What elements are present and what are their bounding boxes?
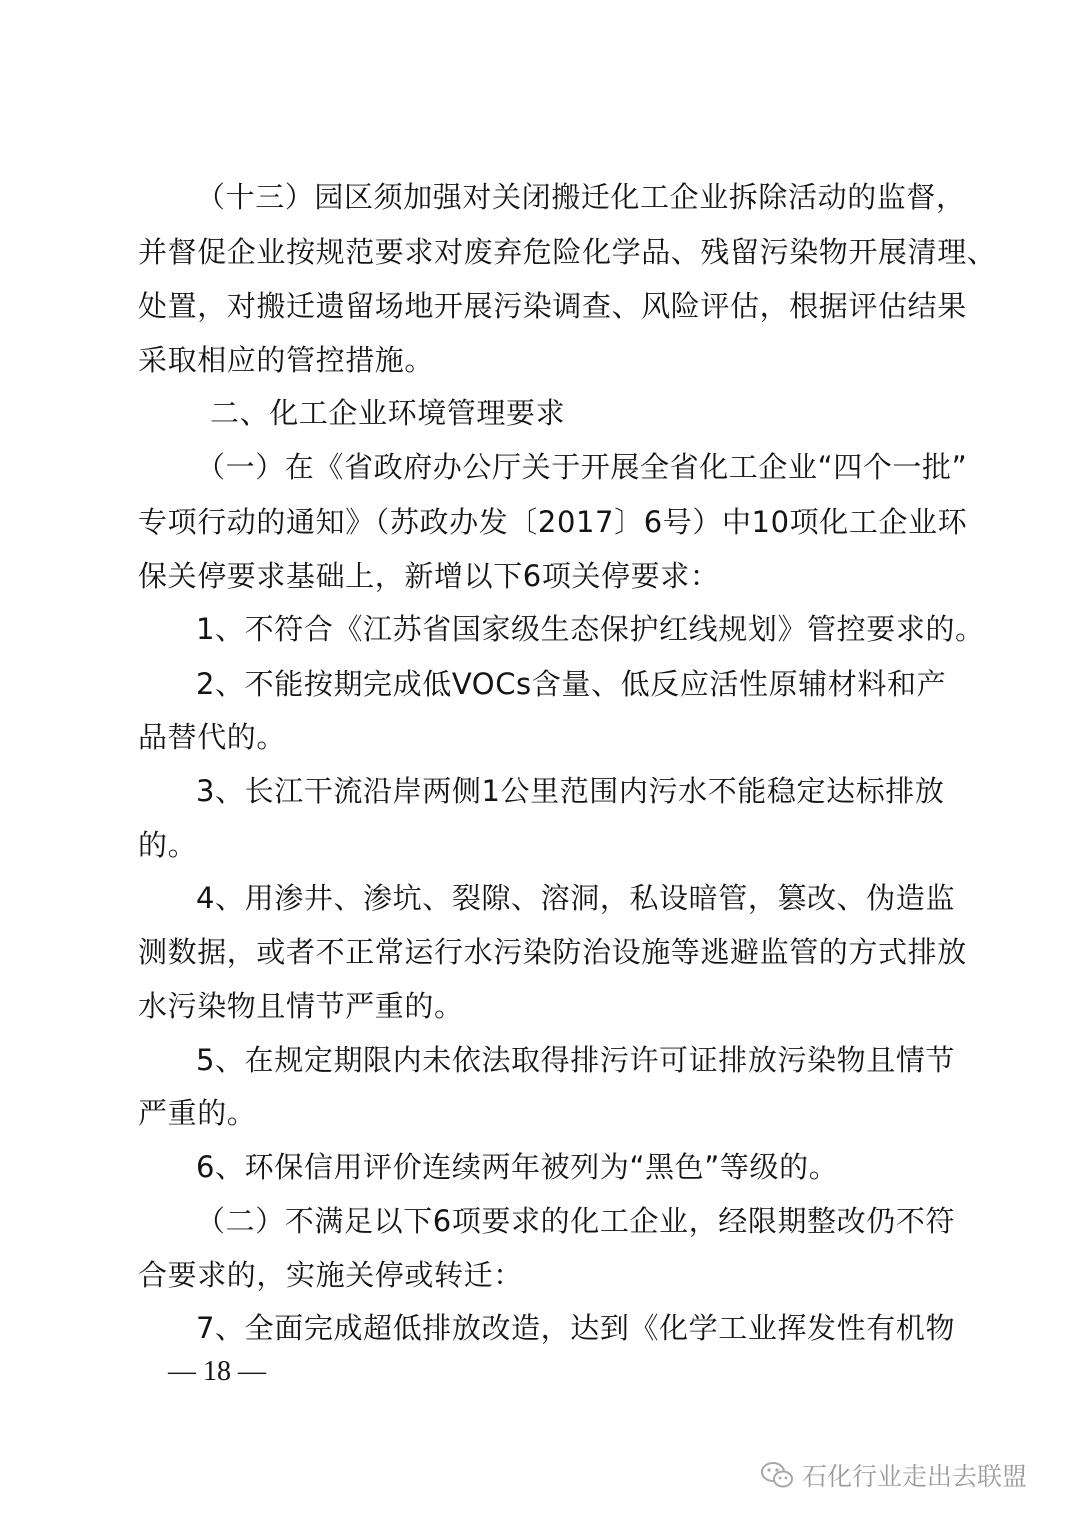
paragraph-line: 处置，对搬迁遗留场地开展污染调查、风险评估，根据评估结果 xyxy=(138,289,967,323)
page-number: — 18 — xyxy=(168,1356,266,1387)
list-item-line: 水污染物且情节严重的。 xyxy=(138,989,464,1023)
list-item-line: 严重的。 xyxy=(138,1096,257,1130)
list-item-line: 1、不符合《江苏省国家级生态保护红线规划》管控要求的。 xyxy=(196,612,985,646)
watermark xyxy=(760,1455,1027,1495)
paragraph-line: 并督促企业按规范要求对废弃危险化学品、残留污染物开展清理、 xyxy=(138,235,997,269)
list-item-line: 3、长江干流沿岸两侧1公里范围内污水不能稳定达标排放 xyxy=(196,774,945,808)
wechat-icon xyxy=(760,1460,794,1490)
paragraph-line: （二）不满足以下6项要求的化工企业，经限期整改仍不符 xyxy=(196,1204,956,1238)
paragraph-line: 保关停要求基础上，新增以下6项关停要求： xyxy=(138,559,720,593)
list-item-line: 7、全面完成超低排放改造，达到《化学工业挥发性有机物 xyxy=(196,1311,956,1345)
list-item-line: 的。 xyxy=(138,828,198,862)
paragraph-line: 合要求的，实施关停或转迁： xyxy=(138,1258,523,1292)
list-item-line: 测数据，或者不正常运行水污染防治设施等逃避监管的方式排放 xyxy=(138,935,967,969)
list-item-line: 品替代的。 xyxy=(138,720,287,754)
paragraph-line: 采取相应的管控措施。 xyxy=(138,343,435,377)
watermark-text: 石化行业走出去联盟 xyxy=(802,1462,1028,1491)
list-item-line: 6、环保信用评价连续两年被列为“黑色”等级的。 xyxy=(196,1150,839,1184)
paragraph-line: （一）在《省政府办公厅关于开展全省化工企业“四个一批” xyxy=(196,450,968,484)
paragraph-line: 专项行动的通知》（苏政办发〔2017〕6号）中10项化工企业环 xyxy=(138,505,968,539)
paragraph-line: （十三）园区须加强对关闭搬迁化工企业拆除活动的监督， xyxy=(196,180,966,214)
list-item-line: 2、不能按期完成低VOCs含量、低反应活性原辅材料和产 xyxy=(196,667,947,701)
list-item-line: 5、在规定期限内未依法取得排污许可证排放污染物且情节 xyxy=(196,1043,956,1077)
section-heading: 二、化工企业环境管理要求 xyxy=(210,396,566,430)
list-item-line: 4、用渗井、渗坑、裂隙、溶洞，私设暗管，篡改、伪造监 xyxy=(196,881,956,915)
